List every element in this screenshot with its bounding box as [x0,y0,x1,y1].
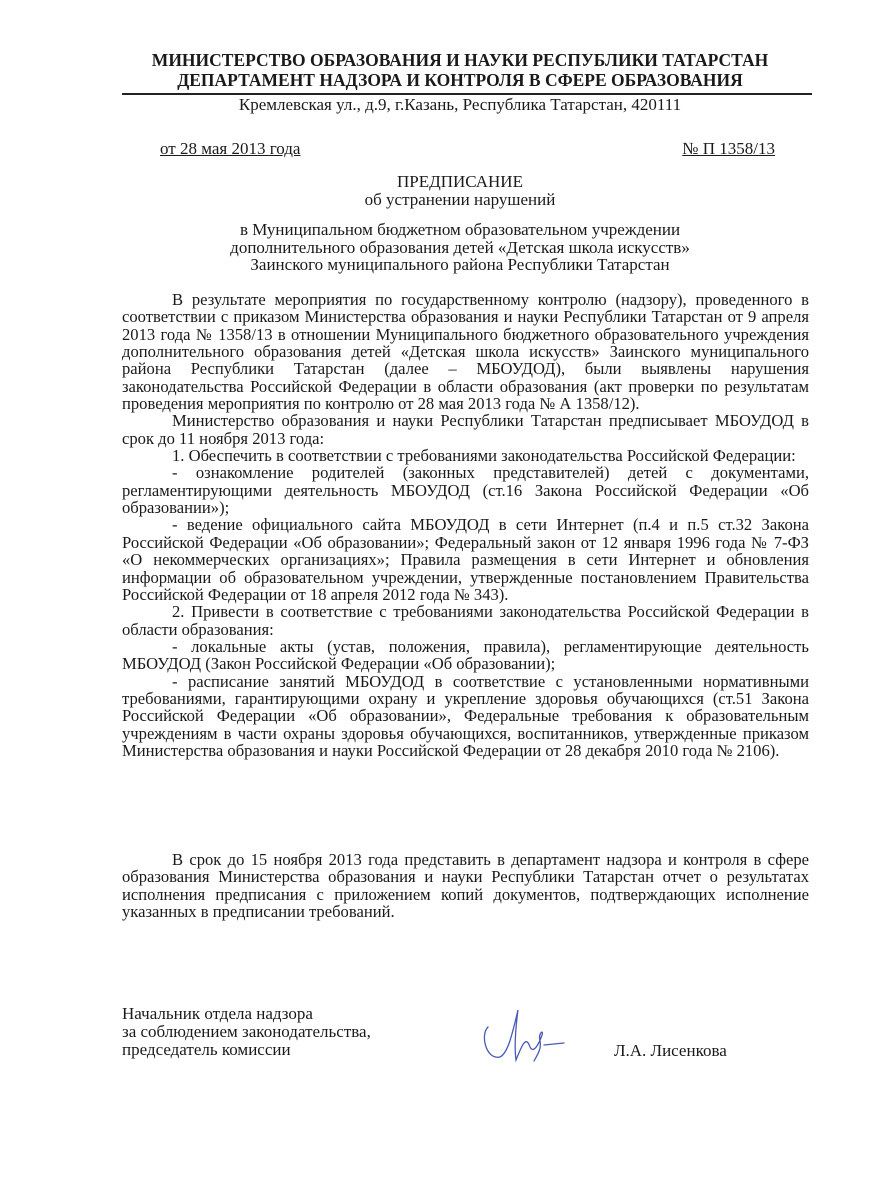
paragraph: В срок до 15 ноября 2013 года представить в департамент надзора и контроля в сфере образования Министерства образования и науки Республики Татарстан отчет о результатах исполнения предписания с приложением копий документов, подтверждающих исполнение указанных в предписании требований. [122,850,809,922]
report-requirement [122,851,809,920]
address: Кремлевская ул., д.9, г.Казань, Республика Татарстан, 420111 [238,95,682,114]
department-name: ДЕПАРТАМЕНТ НАДЗОРА И КОНТРОЛЯ В СФЕРЕ ОБРАЗОВАНИЯ [177,70,743,90]
ministry-name: МИНИСТЕРСТВО ОБРАЗОВАНИЯ И НАУКИ РЕСПУБЛИКИ ТАТАРСТАН [151,50,769,70]
paragraph: - ведение официального сайта МБОУДОД в сети Интернет (п.4 и п.5 ст.32 Закона Российской Федерации «Об образовании»; Федеральный закон от 12 января 1996 года № 7-ФЗ «О некоммерческих организациях»; Правила размещения в сети Интернет и обновления информации об образовательном учреждении, утвержденные постановлением Правительства Российской Федерации от 18 апреля 2012 года № 343). [122,515,809,604]
document-subtitle: об устранении нарушений [364,190,556,209]
document-body [122,291,809,759]
letterhead [110,50,810,90]
role-line: председатель комиссии [122,1040,291,1059]
paragraph: - расписание занятий МБОУДОД в соответствие с установленными нормативными требованиями, гарантирующими охрану и укрепление здоровья обучающихся (ст.51 Закона Российской Федерации «Об образовании», Федеральные требования к образовательным учреждениям в части охраны здоровья обучающихся, воспитанников, утвержденные приказом Министерства образования и науки Российской Федерации от 28 декабря 2010 года № 2106). [122,671,809,760]
document-title: ПРЕДПИСАНИЕ [397,172,523,191]
document-title-block [110,173,810,209]
signatory-name: Л.А. Лисенкова [614,1041,727,1060]
institution-name [110,221,810,274]
paragraph: Министерство образования и науки Республики Татарстан предписывает МБОУДОД в срок до 11 ноября 2013 года: [122,411,809,448]
document-number: № П 1358/13 [682,139,775,158]
paragraph: В результате мероприятия по государственному контролю (надзору), проведенного в соответствии с приказом Министерства образования и науки Республики Татарстан от 9 апреля 2013 года № 1358/13 в отношении Муниципального бюджетного образовательного учреждения дополнительного образования детей «Детская школа искусств» Заинского муниципального района Республики Татарстан (далее – МБОУДОД), были выявлены нарушения законодательства Российской Федерации в области образования (акт проверки по результатам проведения мероприятия по контролю от 28 мая 2013 года № А 1358/12). [122,290,809,414]
paragraph: 1. Обеспечить в соответствии с требованиями законодательства Российской Федерации: [172,446,796,466]
role-line: за соблюдением законодательства, [122,1022,371,1041]
institution-line: дополнительного образования детей «Детская школа искусств» [230,237,690,257]
handwritten-signature [478,1005,578,1065]
paragraph: - ознакомление родителей (законных представителей) детей с документами, регламентирующими деятельность МБОУДОД (ст.16 Закона Российской Федерации «Об образовании»); [122,463,809,518]
document-date: от 28 мая 2013 года [160,139,301,158]
paragraph: - локальные акты (устав, положения, правила), регламентирующие деятельность МБОУДОД (Закон Российской Федерации «Об образовании); [122,636,809,674]
role-line: Начальник отдела надзора [122,1004,313,1023]
signatory-role [122,1005,371,1059]
paragraph: 2. Привести в соответствие с требованиями законодательства Российской Федерации в области образования: [122,602,809,639]
institution-line: Заинского муниципального района Республики Татарстан [250,255,670,274]
institution-line: в Муниципальном бюджетном образовательном учреждении [239,220,681,239]
